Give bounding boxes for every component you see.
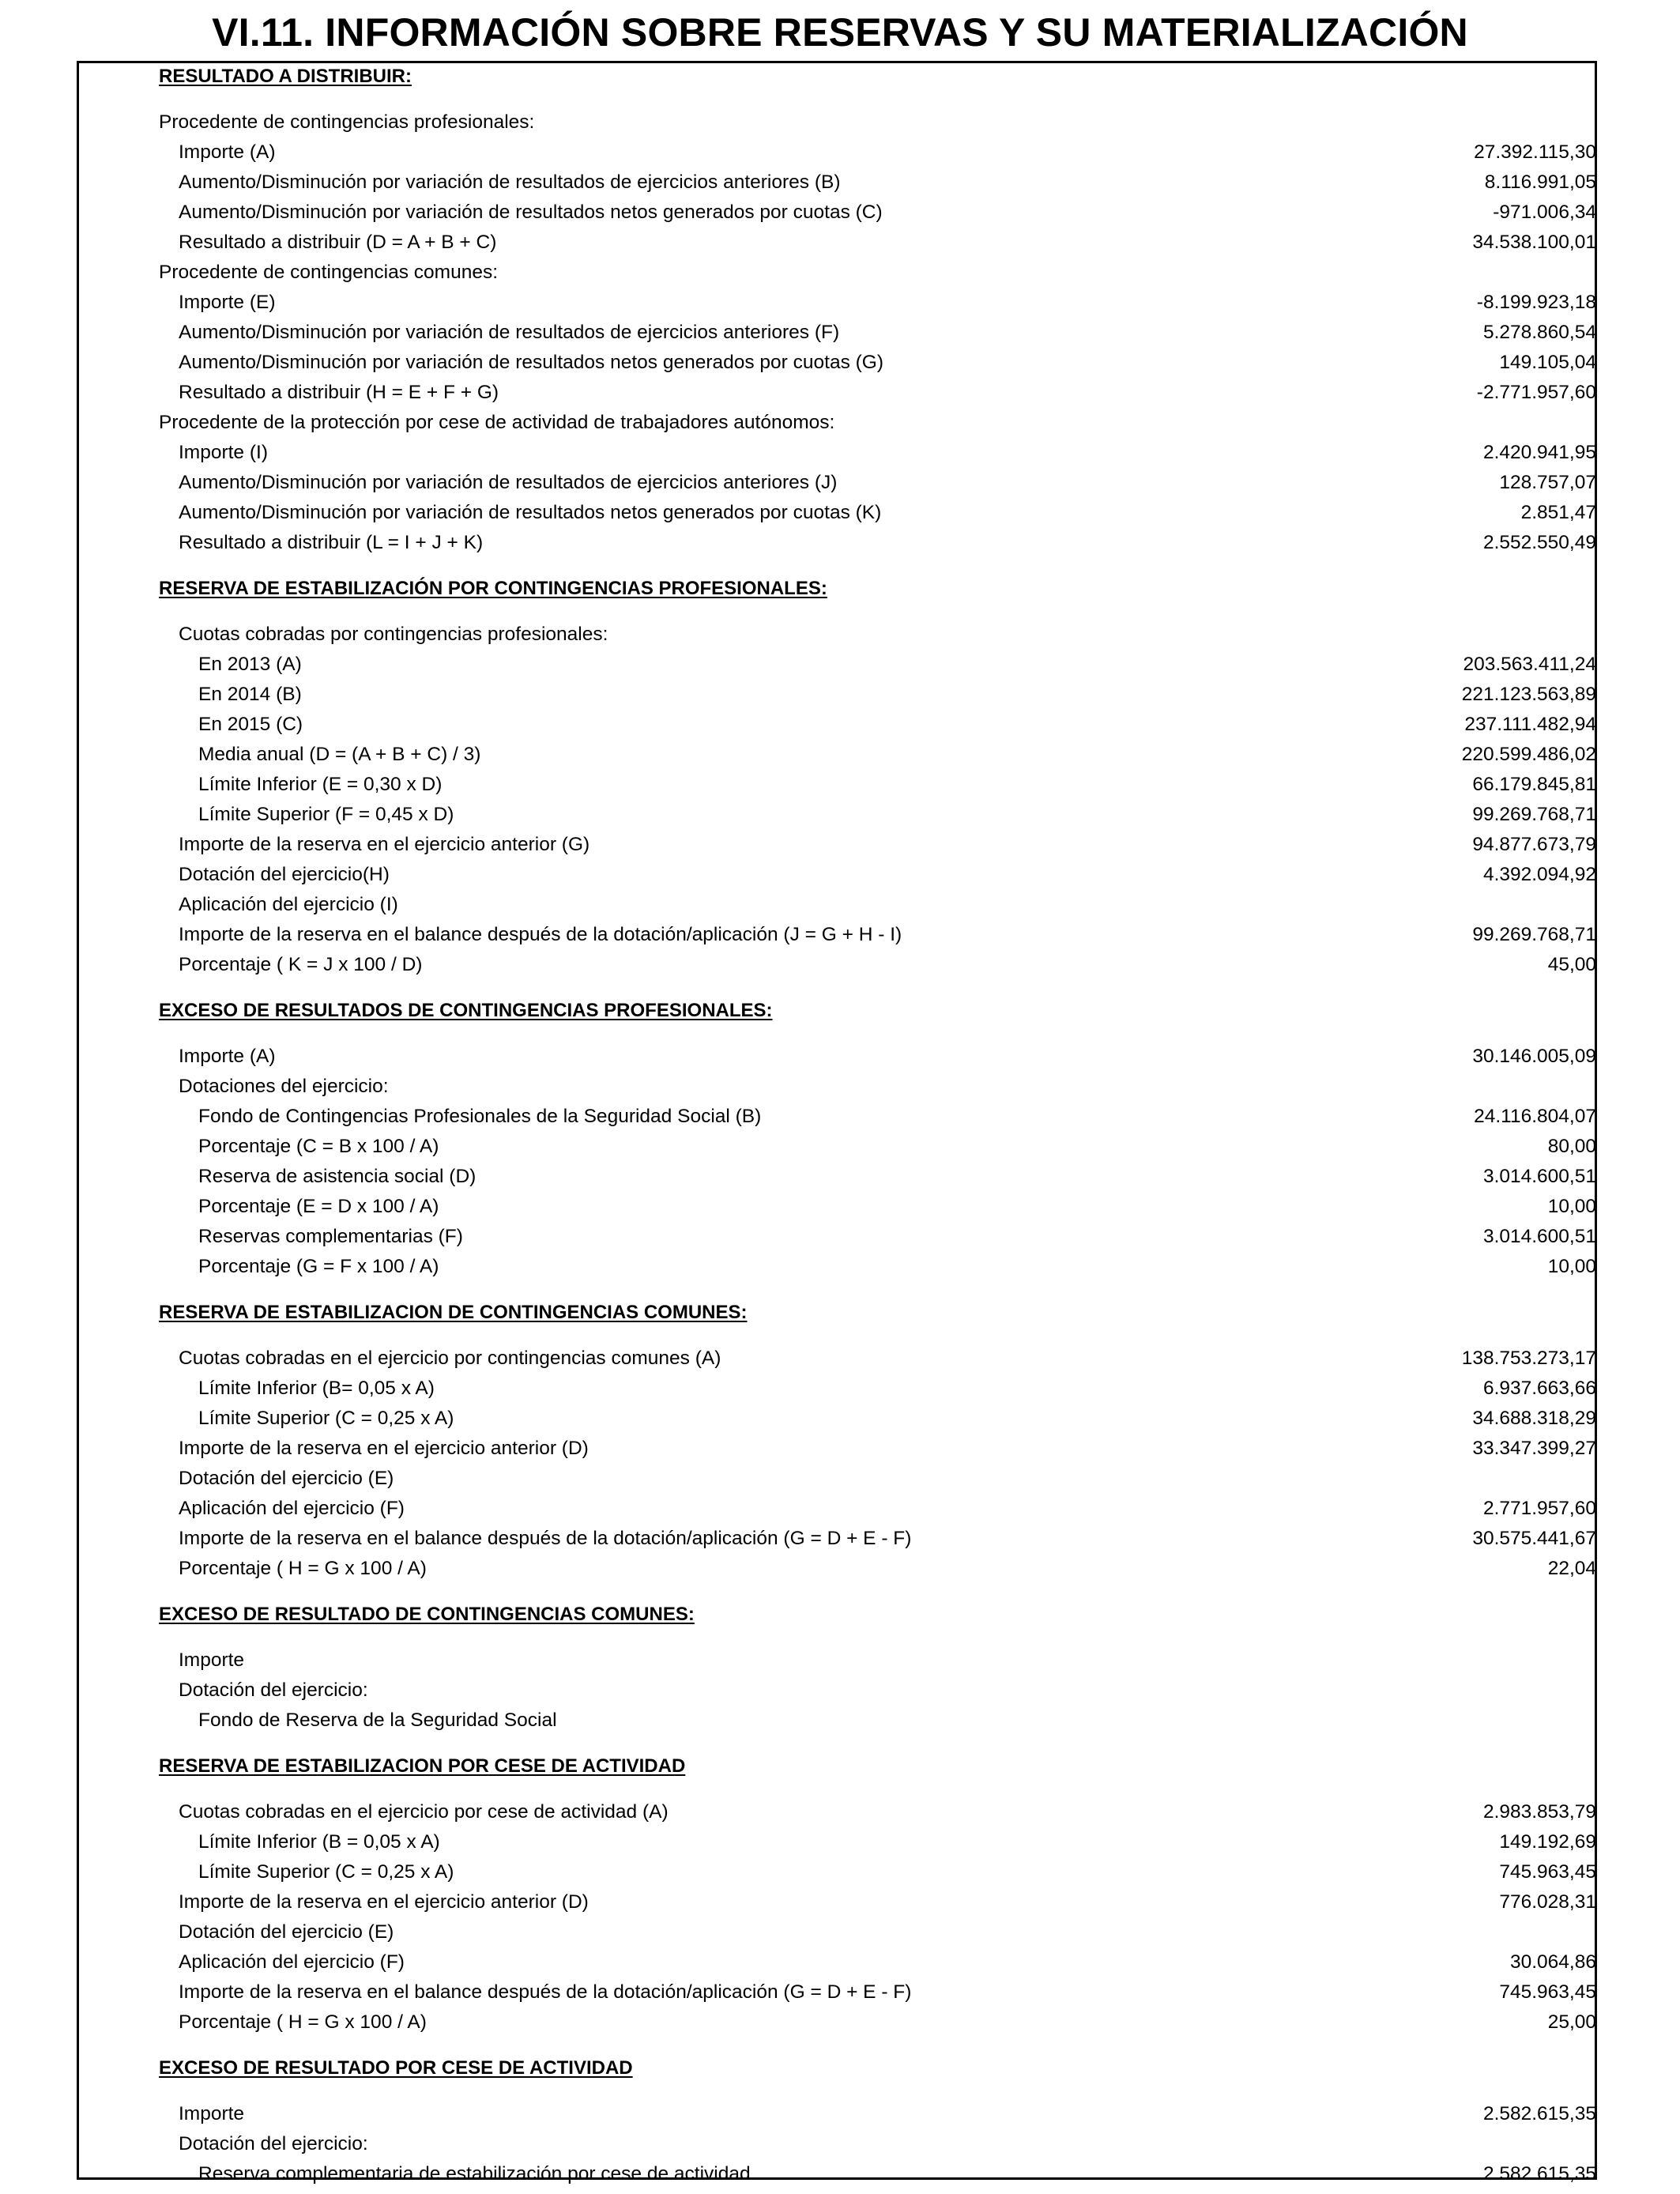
row-value: 10,00 <box>1547 1256 1596 1277</box>
row-label: Fondo de Contingencias Profesionales de la Seguridad Social (B) <box>198 1106 762 1127</box>
row-value: 4.392.094,92 <box>1482 864 1596 885</box>
report-section <box>0 62 1680 558</box>
row-value: 745.963,45 <box>1499 1981 1596 2003</box>
row-value: 3.014.600,51 <box>1482 1166 1596 1187</box>
row-value: 2.582.615,35 <box>1482 2103 1596 2124</box>
report-section <box>0 2053 1680 2189</box>
row-label: Fondo de Reserva de la Seguridad Social <box>198 1710 557 1731</box>
row-label: Límite Inferior (E = 0,30 x D) <box>198 774 443 795</box>
report-section <box>0 1298 1680 1584</box>
row-value: -971.006,34 <box>1493 202 1596 223</box>
row-label: Procedente de contingencias profesionales: <box>159 111 535 133</box>
section-heading <box>0 996 1680 1026</box>
report-row <box>0 1042 1680 1072</box>
report-row <box>0 770 1680 800</box>
report-row <box>0 1132 1680 1162</box>
row-value: 2.552.550,49 <box>1482 532 1596 553</box>
row-value: 94.877.673,79 <box>1472 834 1596 855</box>
row-label: Procedente de contingencias comunes: <box>159 262 499 283</box>
row-label: Porcentaje (G = F x 100 / A) <box>198 1256 439 1277</box>
report-row <box>0 920 1680 950</box>
report-row <box>0 1374 1680 1404</box>
row-value: 30.064,86 <box>1510 1951 1596 1973</box>
row-value: -8.199.923,18 <box>1476 292 1596 313</box>
row-label: Importe de la reserva en el ejercicio anterior (G) <box>179 834 590 855</box>
row-label: Importe (I) <box>179 442 268 463</box>
row-label: Dotaciones del ejercicio: <box>179 1076 389 1097</box>
row-label: Importe de la reserva en el balance después de la dotación/aplicación (G = D + E - F) <box>179 1528 912 1549</box>
row-value: 2.771.957,60 <box>1482 1498 1596 1519</box>
report-row <box>0 348 1680 378</box>
report-row <box>0 890 1680 920</box>
report-row <box>0 1857 1680 1887</box>
row-value: -2.771.957,60 <box>1476 382 1596 403</box>
row-label: Procedente de la protección por cese de actividad de trabajadores autónomos: <box>159 412 835 433</box>
row-label: Porcentaje (E = D x 100 / A) <box>198 1196 439 1217</box>
report-row <box>0 138 1680 168</box>
row-label: Cuotas cobradas en el ejercicio por contingencias comunes (A) <box>179 1348 721 1369</box>
row-label: Reservas complementarias (F) <box>198 1226 463 1247</box>
section-heading-text: RESERVA DE ESTABILIZACION DE CONTINGENCIAS COMUNES: <box>159 1302 748 1323</box>
report-row <box>0 860 1680 890</box>
row-label: Dotación del ejercicio: <box>179 1679 368 1701</box>
row-label: Aplicación del ejercicio (I) <box>179 894 398 915</box>
report-row <box>0 288 1680 318</box>
row-label: Dotación del ejercicio (E) <box>179 1921 394 1943</box>
report-row <box>0 680 1680 710</box>
row-label: Dotación del ejercicio(H) <box>179 864 390 885</box>
row-label: Porcentaje ( H = G x 100 / A) <box>179 1558 427 1579</box>
report-row <box>0 1222 1680 1252</box>
row-label: Aumento/Disminución por variación de resultados netos generados por cuotas (K) <box>179 502 882 523</box>
report-row <box>0 800 1680 830</box>
row-value: 5.278.860,54 <box>1482 322 1596 343</box>
row-label: En 2014 (B) <box>198 684 302 705</box>
row-label: Límite Superior (F = 0,45 x D) <box>198 804 454 825</box>
row-label: Resultado a distribuir (H = E + F + G) <box>179 382 499 403</box>
report-row <box>0 1917 1680 1947</box>
section-heading <box>0 62 1680 92</box>
report-row <box>0 498 1680 528</box>
row-label: Reserva de asistencia social (D) <box>198 1166 477 1187</box>
row-value: 99.269.768,71 <box>1472 804 1596 825</box>
section-heading <box>0 1298 1680 1328</box>
row-value: 22,04 <box>1547 1558 1596 1579</box>
row-label: Media anual (D = (A + B + C) / 3) <box>198 744 481 765</box>
row-label: Aumento/Disminución por variación de resultados netos generados por cuotas (G) <box>179 352 884 373</box>
report-section <box>0 1751 1680 2038</box>
row-value: 25,00 <box>1547 2011 1596 2033</box>
row-label: Aumento/Disminución por variación de resultados de ejercicios anteriores (F) <box>179 322 840 343</box>
report-row <box>0 2129 1680 2159</box>
report-row <box>0 378 1680 408</box>
report-row <box>0 1162 1680 1192</box>
report-row <box>0 528 1680 558</box>
row-value: 203.563.411,24 <box>1463 654 1596 675</box>
report-row <box>0 258 1680 288</box>
section-heading-text: EXCESO DE RESULTADO DE CONTINGENCIAS COMUNES: <box>159 1604 695 1625</box>
report-section <box>0 1600 1680 1736</box>
report-row <box>0 1554 1680 1584</box>
section-heading-text: RESERVA DE ESTABILIZACIÓN POR CONTINGENCIAS PROFESIONALES: <box>159 578 827 599</box>
report-row <box>0 408 1680 438</box>
report-row <box>0 1646 1680 1676</box>
report-row <box>0 438 1680 468</box>
row-label: Límite Inferior (B = 0,05 x A) <box>198 1831 440 1853</box>
report-section <box>0 574 1680 980</box>
report-row <box>0 1252 1680 1282</box>
report-row <box>0 1072 1680 1102</box>
row-value: 30.575.441,67 <box>1472 1528 1596 1549</box>
row-value: 27.392.115,30 <box>1474 141 1596 163</box>
section-heading <box>0 1600 1680 1630</box>
row-label: Aplicación del ejercicio (F) <box>179 1498 405 1519</box>
report-row <box>0 2007 1680 2038</box>
report-section <box>0 996 1680 1282</box>
report-row <box>0 650 1680 680</box>
row-label: Importe de la reserva en el ejercicio anterior (D) <box>179 1891 589 1913</box>
row-value: 30.146.005,09 <box>1472 1046 1596 1067</box>
row-value: 99.269.768,71 <box>1472 924 1596 945</box>
report-row <box>0 107 1680 138</box>
row-label: Importe de la reserva en el balance después de la dotación/aplicación (G = D + E - F) <box>179 1981 912 2003</box>
row-value: 24.116.804,07 <box>1474 1106 1596 1127</box>
report-row <box>0 1706 1680 1736</box>
report-row <box>0 1192 1680 1222</box>
report-row <box>0 468 1680 498</box>
row-value: 138.753.273,17 <box>1461 1348 1596 1369</box>
row-label: Resultado a distribuir (D = A + B + C) <box>179 232 497 253</box>
row-value: 33.347.399,27 <box>1472 1438 1596 1459</box>
row-value: 128.757,07 <box>1499 472 1596 493</box>
row-value: 2.851,47 <box>1520 502 1596 523</box>
report-row <box>0 1827 1680 1857</box>
report-row <box>0 1977 1680 2007</box>
report-row <box>0 198 1680 228</box>
report-row <box>0 950 1680 980</box>
row-value: 80,00 <box>1547 1136 1596 1157</box>
row-value: 2.983.853,79 <box>1482 1801 1596 1823</box>
row-label: Importe de la reserva en el balance después de la dotación/aplicación (J = G + H - I) <box>179 924 902 945</box>
row-label: Porcentaje (C = B x 100 / A) <box>198 1136 439 1157</box>
row-label: Límite Inferior (B= 0,05 x A) <box>198 1378 435 1399</box>
row-label: En 2015 (C) <box>198 714 303 735</box>
report-row <box>0 1102 1680 1132</box>
row-value: 3.014.600,51 <box>1482 1226 1596 1247</box>
row-value: 10,00 <box>1547 1196 1596 1217</box>
row-label: Aplicación del ejercicio (F) <box>179 1951 405 1973</box>
row-label: Porcentaje ( H = G x 100 / A) <box>179 2011 427 2033</box>
row-label: Límite Superior (C = 0,25 x A) <box>198 1861 454 1883</box>
section-heading-text: EXCESO DE RESULTADOS DE CONTINGENCIAS PROFESIONALES: <box>159 1000 773 1021</box>
report-row <box>0 1797 1680 1827</box>
row-value: 149.192,69 <box>1499 1831 1596 1853</box>
row-label: Importe (A) <box>179 141 276 163</box>
report-row <box>0 1404 1680 1434</box>
row-label: Cuotas cobradas en el ejercicio por cese de actividad (A) <box>179 1801 669 1823</box>
row-value: 34.688.318,29 <box>1472 1408 1596 1429</box>
row-value: 2.420.941,95 <box>1482 442 1596 463</box>
row-label: Aumento/Disminución por variación de resultados de ejercicios anteriores (B) <box>179 172 841 193</box>
report-row <box>0 1947 1680 1977</box>
row-label: Aumento/Disminución por variación de resultados netos generados por cuotas (C) <box>179 202 883 223</box>
row-label: Importe <box>179 1649 245 1671</box>
row-value: 221.123.563,89 <box>1461 684 1596 705</box>
report-row <box>0 1494 1680 1524</box>
report-row <box>0 318 1680 348</box>
row-value: 2.582.615,35 <box>1482 2163 1596 2185</box>
row-label: Porcentaje ( K = J x 100 / D) <box>179 954 423 975</box>
row-label: Importe (A) <box>179 1046 276 1067</box>
row-label: Importe de la reserva en el ejercicio anterior (D) <box>179 1438 589 1459</box>
report-row <box>0 1676 1680 1706</box>
page-title: VI.11. INFORMACIÓN SOBRE RESERVAS Y SU MATERIALIZACIÓN <box>212 10 1468 55</box>
report-row <box>0 710 1680 740</box>
row-value: 6.937.663,66 <box>1482 1378 1596 1399</box>
report-row <box>0 2099 1680 2129</box>
report-row <box>0 2159 1680 2189</box>
row-label: Resultado a distribuir (L = I + J + K) <box>179 532 484 553</box>
row-value: 45,00 <box>1547 954 1596 975</box>
row-label: Importe (E) <box>179 292 276 313</box>
row-label: En 2013 (A) <box>198 654 302 675</box>
row-value: 237.111.482,94 <box>1464 714 1596 735</box>
report-row <box>0 830 1680 860</box>
row-value: 745.963,45 <box>1499 1861 1596 1883</box>
report-row <box>0 1464 1680 1494</box>
section-heading-text: RESERVA DE ESTABILIZACION POR CESE DE ACTIVIDAD <box>159 1755 686 1777</box>
section-heading <box>0 1751 1680 1781</box>
row-value: 66.179.845,81 <box>1472 774 1596 795</box>
report-row <box>0 740 1680 770</box>
report-row <box>0 1887 1680 1917</box>
report-row <box>0 1524 1680 1554</box>
row-label: Límite Superior (C = 0,25 x A) <box>198 1408 454 1429</box>
row-value: 34.538.100,01 <box>1472 232 1596 253</box>
section-heading <box>0 574 1680 604</box>
section-heading-text: EXCESO DE RESULTADO POR CESE DE ACTIVIDAD <box>159 2057 633 2079</box>
row-value: 8.116.991,05 <box>1484 172 1596 193</box>
row-label: Dotación del ejercicio: <box>179 2133 368 2154</box>
row-value: 776.028,31 <box>1499 1891 1596 1913</box>
report-row <box>0 620 1680 650</box>
row-label: Cuotas cobradas por contingencias profesionales: <box>179 624 608 645</box>
row-label: Dotación del ejercicio (E) <box>179 1468 394 1489</box>
report-row <box>0 1434 1680 1464</box>
row-value: 220.599.486,02 <box>1461 744 1596 765</box>
report-row <box>0 168 1680 198</box>
row-label: Reserva complementaria de estabilización por cese de actividad <box>198 2163 751 2185</box>
report-row <box>0 1344 1680 1374</box>
report-row <box>0 228 1680 258</box>
row-label: Aumento/Disminución por variación de resultados de ejercicios anteriores (J) <box>179 472 838 493</box>
row-value: 149.105,04 <box>1499 352 1596 373</box>
section-heading <box>0 2053 1680 2083</box>
section-heading-text: RESULTADO A DISTRIBUIR: <box>159 66 412 87</box>
row-label: Importe <box>179 2103 245 2124</box>
